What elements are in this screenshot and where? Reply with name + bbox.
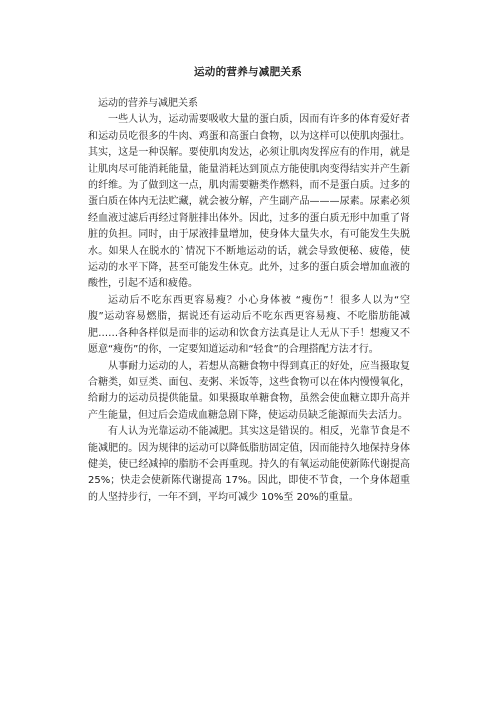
document-title: 运动的营养与减肥关系 bbox=[194, 66, 302, 78]
article-subheading: 运动的营养与减肥关系 bbox=[98, 98, 198, 109]
paragraph-protein: 一些人认为，运动需要吸收大量的蛋白质，因而有许多的体育爱好者和运动员吃很多的牛肉、鸡蛋和高蛋白食物，以为这样可以使肌肉强壮。其实，这是一种误解。要使肌肉发达，必须让肌肉发挥应有的作用，就是让肌肉尽可能消耗能量，能量消耗达到顶点方能使肌肉变得结实并产生新的纤维。为了做到这一点，肌肉需要糖类作燃料，而不是蛋白质。过多的蛋白质在体内无法贮藏，就会被分解，产生副产品———尿素。尿素必须经血液过滤后再经过肾脏排出体外。因此，过多的蛋白质无形中加重了肾脏的负担。同时，由于尿液排量增加，使身体大量失水，有可能发生失脱水。如果人在脱水的`情况下不断地运动的话，就会导致便秘、疲倦，使运动的水平下降，甚至可能发生休克。此外，过多的蛋白质会增加血液的酸性，引起不适和疲倦。 bbox=[88, 114, 410, 290]
paragraph-endurance: 从事耐力运动的人，若想从高糖食物中得到真正的好处，应当摄取复合糖类，如豆类、面包、麦粥、米饭等，这些食物可以在体内慢慢氧化，给耐力的运动员提供能量。如果摄取单糖食物，虽然会使血糖立即升高并产生能量，但过后会造成血糖急剧下降，使运动员缺乏能源而失去活力。 bbox=[88, 360, 410, 421]
paragraph-fasting: 运动后不吃东西更容易瘦？小心身体被 “瘦伤”！很多人以为“空腹”运动容易燃脂，据说还有运动后不吃东西更容易瘦、不吃脂肪能减肥……各种各样似是而非的运动和饮食方法真是让人无从下手！想瘦又不愿意“瘦伤”的你，一定要知道运动和“轻食”的合理搭配方法才行。 bbox=[88, 294, 410, 356]
article-body bbox=[88, 96, 410, 506]
paragraph-exercise-weight-loss: 有人认为光靠运动不能减肥。其实这是错误的。相反，光靠节食是不能减肥的。因为规律的运动可以降低脂肪固定值，因而能持久地保持身体健美，使已经减掉的脂肪不会再重现。持久的有氧运动能使新陈代谢提高 25%；快走会使新陈代谢提高 17%。因此，即使不节食，一个身体超重的人坚持步行，一年不到，平均可减少 10%至 20%的重量。 bbox=[88, 426, 410, 503]
